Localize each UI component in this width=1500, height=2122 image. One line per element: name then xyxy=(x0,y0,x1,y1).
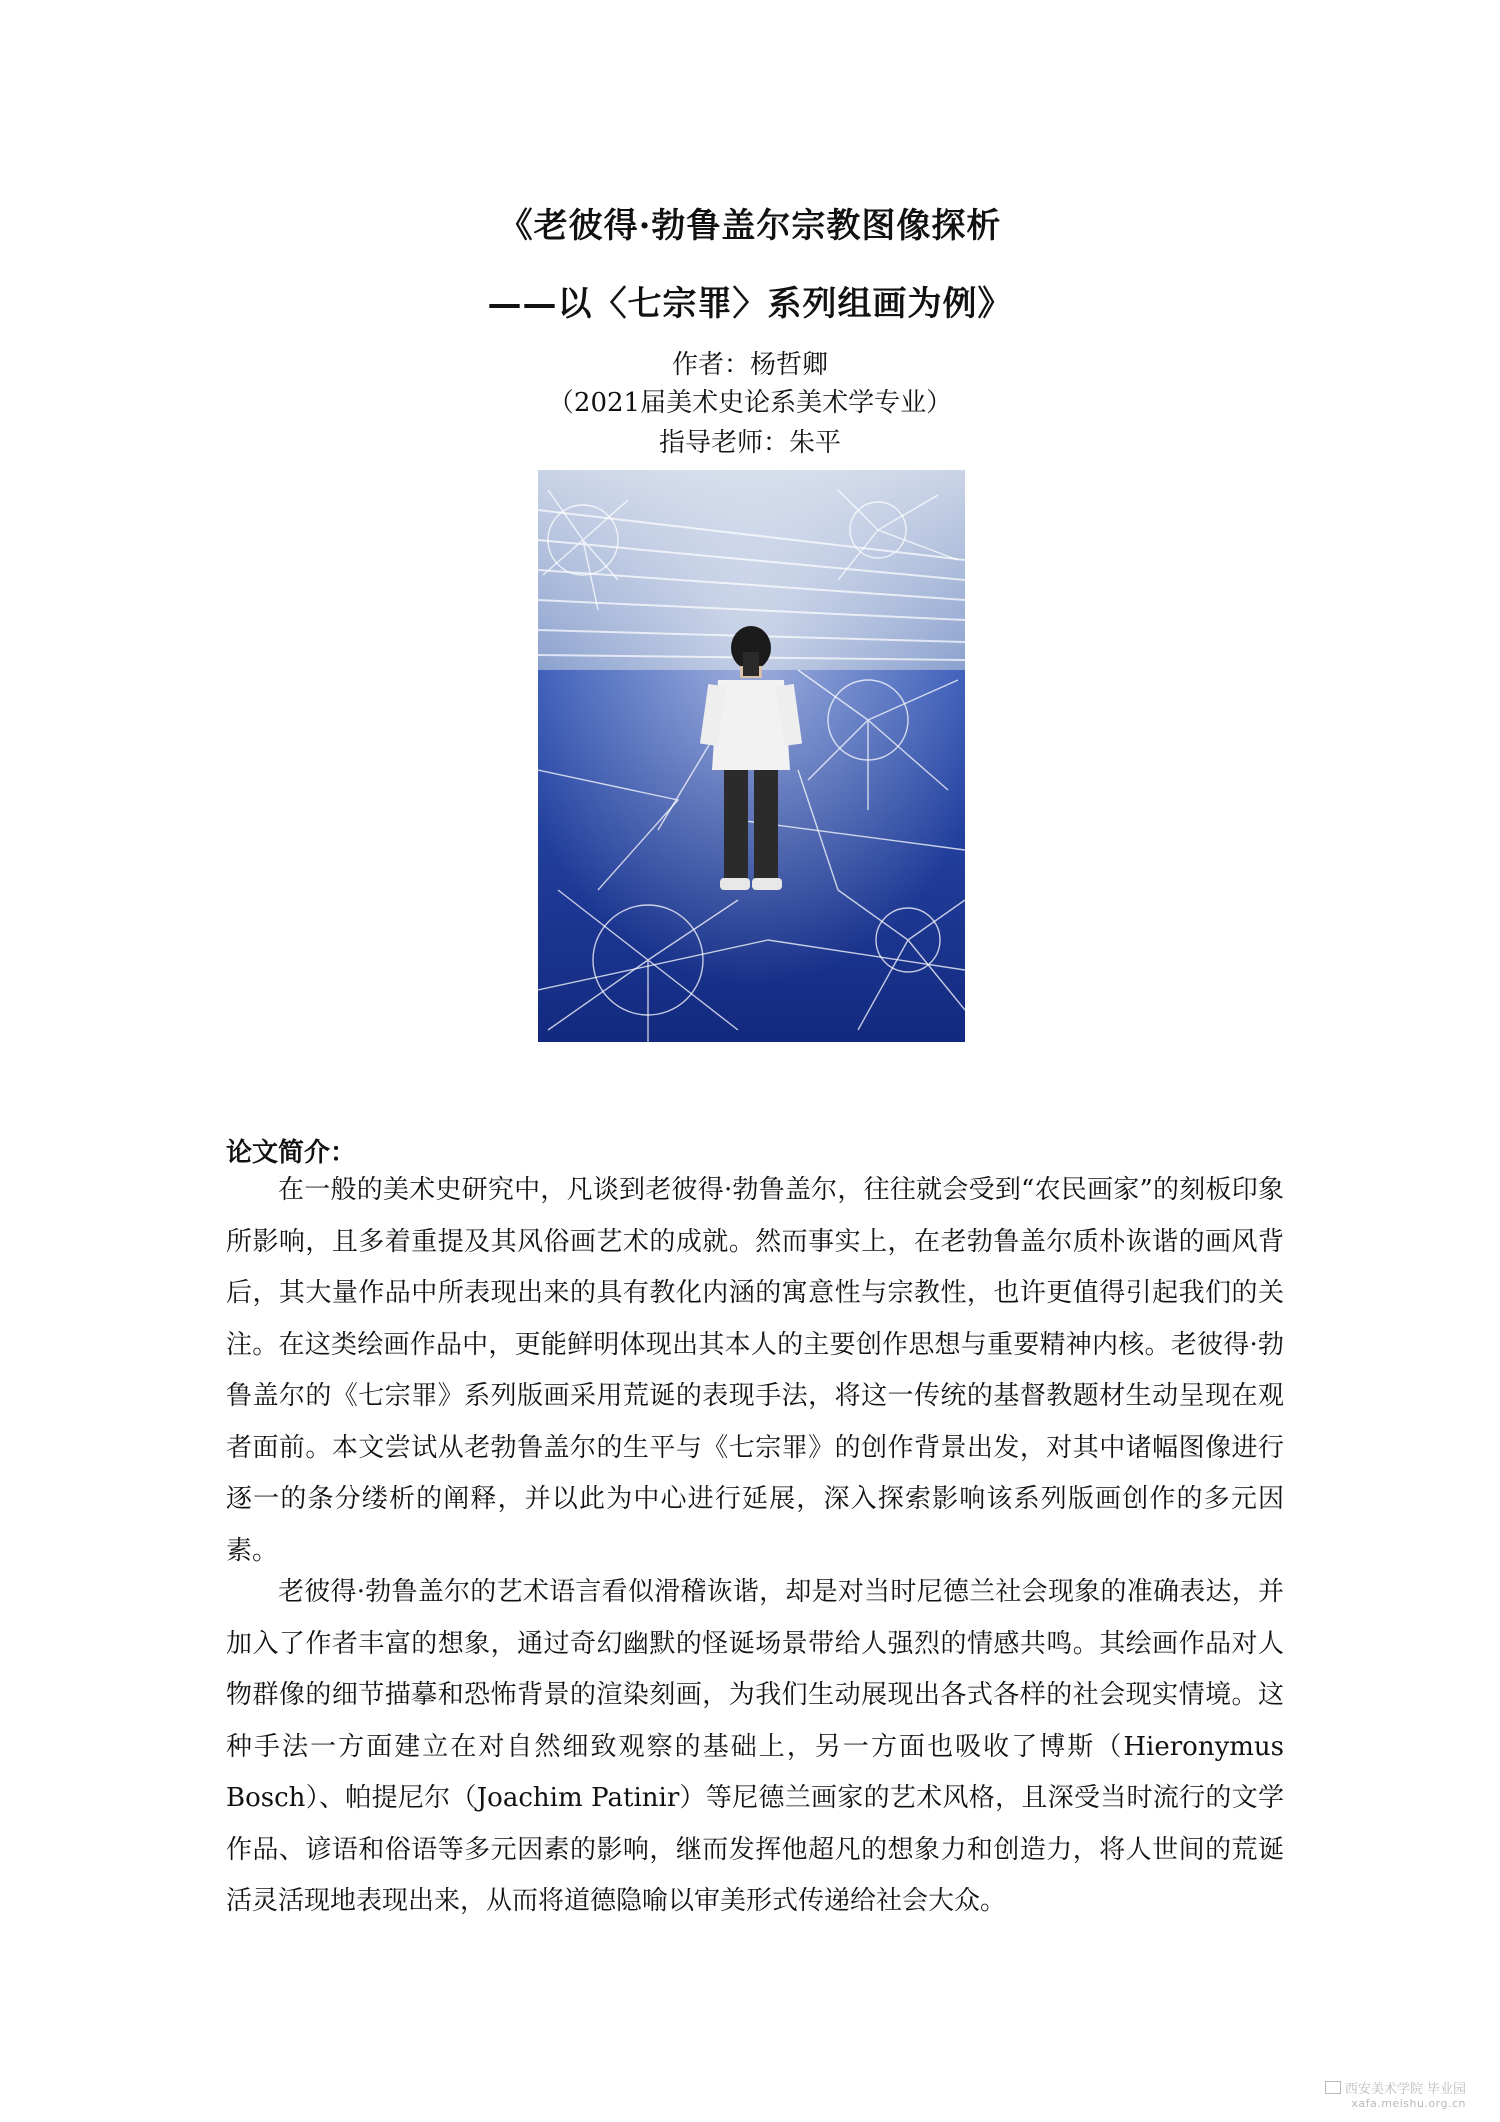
author-line: 作者：杨哲卿 xyxy=(671,350,828,380)
title-line-1: 《老彼得·勃鲁盖尔宗教图像探析 xyxy=(498,206,1002,246)
portrait-photo-icon xyxy=(538,470,965,1042)
school-logo-icon xyxy=(1325,2081,1341,2094)
author-portrait-photo xyxy=(538,470,965,1042)
advisor-line: 指导老师：朱平 xyxy=(658,428,841,458)
site-watermark xyxy=(1316,2078,1466,2110)
title-line-2: ——以〈七宗罪〉系列组画为例》 xyxy=(487,284,1013,324)
watermark-line-1: 西安美术学院 毕业园 xyxy=(1344,2082,1466,2097)
abstract-heading: 论文简介： xyxy=(226,1138,357,1168)
abstract-paragraph-2: 老彼得·勃鲁盖尔的艺术语言看似滑稽诙谐，却是对当时尼德兰社会现象的准确表达，并加入了作者丰富的想象，通过奇幻幽默的怪诞场景带给人强烈的情感共鸣。其绘画作品对人物群像的细节描摹和恐怖背景的渲染刻画，为我们生动展现出各式各样的社会现实情境。这种手法一方面建立在对自然细致观察的基础上，另一方面也吸收了博斯（Hieronymus Bosch）、帕提尼尔（Joachim Patinir）等尼德兰画家的艺术风格，且深受当时流行的文学作品、谚语和俗语等多元因素的影响，继而发挥他超凡的想象力和创造力，将人世间的荒诞活灵活现地表现出来，从而将道德隐喻以审美形式传递给社会大众。 xyxy=(226,1577,1284,1916)
watermark-line-2: xafa.meishu.org.cn xyxy=(1351,2097,1466,2110)
abstract-paragraph-1: 在一般的美术史研究中，凡谈到老彼得·勃鲁盖尔，往往就会受到“农民画家”的刻板印象所影响，且多着重提及其风俗画艺术的成就。然而事实上，在老勃鲁盖尔质朴诙谐的画风背后，其大量作品中所表现出来的具有教化内涵的寓意性与宗教性，也许更值得引起我们的关注。在这类绘画作品中，更能鲜明体现出其本人的主要创作思想与重要精神内核。老彼得·勃鲁盖尔的《七宗罪》系列版画采用荒诞的表现手法，将这一传统的基督教题材生动呈现在观者面前。本文尝试从老勃鲁盖尔的生平与《七宗罪》的创作背景出发，对其中诸幅图像进行逐一的条分缕析的阐释，并以此为中心进行延展，深入探索影响该系列版画创作的多元因素。 xyxy=(226,1175,1284,1566)
class-line: （2021届美术史论系美术学专业） xyxy=(547,388,953,418)
